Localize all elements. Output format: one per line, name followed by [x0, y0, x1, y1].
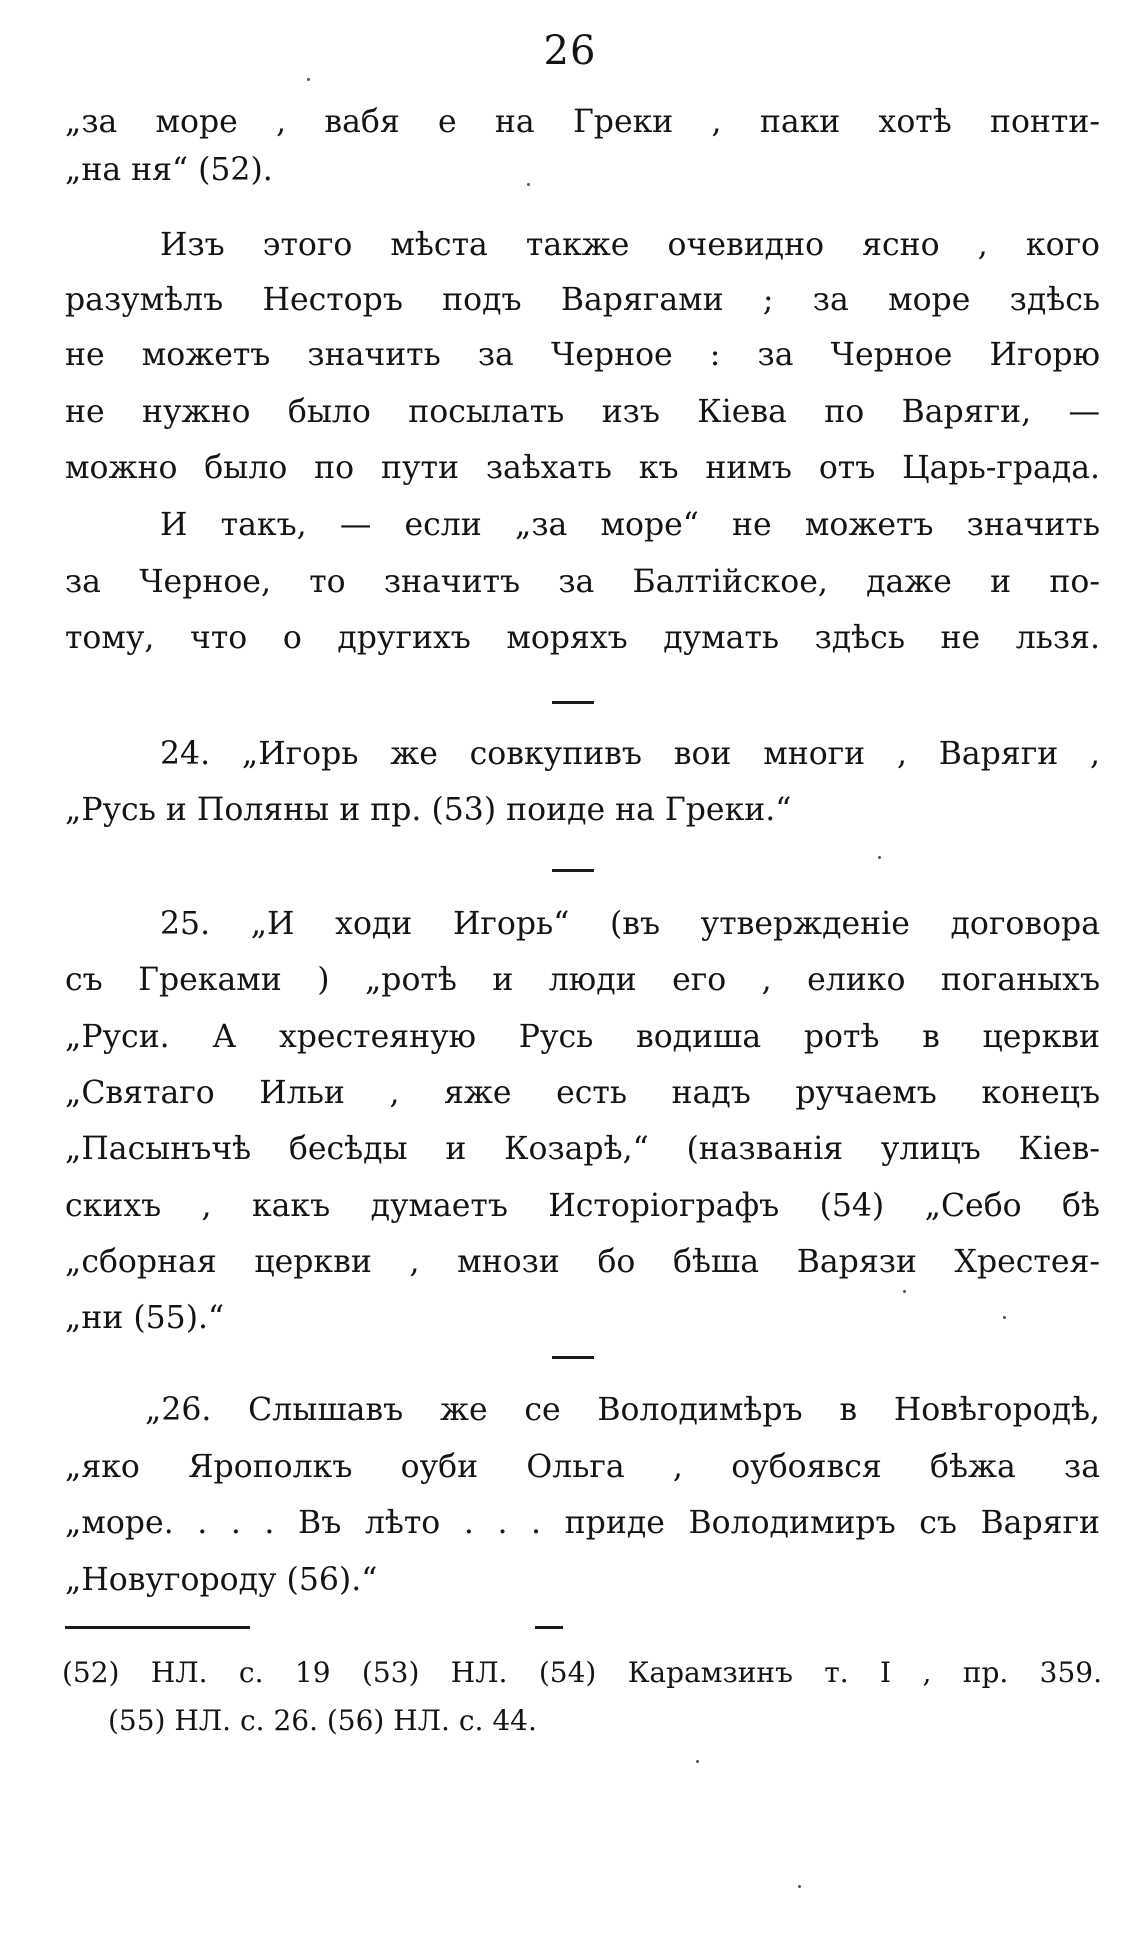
section-divider	[552, 1356, 594, 1359]
ink-speck	[903, 1290, 906, 1293]
text-line: съ Греками ) „ротѣ и люди его , елико поганыхъ	[65, 962, 1100, 998]
section-divider	[535, 1626, 563, 1629]
text-line: 25. „И ходи Игорь“ (въ утвержденіе договора	[160, 906, 1100, 942]
ink-speck	[307, 78, 310, 81]
text-line: „Русь и Поляны и пр. (53) поиде на Греки.“	[65, 792, 792, 828]
ink-speck	[527, 183, 530, 186]
text-line: можно было по пути заѣхать къ нимъ отъ Царь-града.	[65, 450, 1100, 486]
text-line: тому, что о другихъ моряхъ думать здѣсь не льзя.	[65, 620, 1100, 656]
text-line: не нужно было посылать изъ Кіева по Варяги, —	[65, 394, 1100, 430]
ink-speck	[1003, 1316, 1006, 1319]
text-line: 24. „Игорь же совкупивъ вои многи , Варяги ,	[160, 736, 1100, 772]
page-number: 26	[543, 28, 597, 74]
text-line: скихъ , какъ думаетъ Исторіографъ (54) „Себо бѣ	[65, 1188, 1100, 1224]
footnote-rule	[65, 1626, 250, 1629]
section-divider	[552, 701, 594, 704]
text-line: И такъ, — если „за море“ не можетъ значить	[160, 507, 1100, 543]
ink-speck	[798, 1885, 801, 1888]
text-line: „сборная церкви , мнози бо бѣша Варязи Хрестея-	[65, 1244, 1100, 1280]
footnote-line: (52) НЛ. с. 19 (53) НЛ. (54) Карамзинъ т. I , пр. 359.	[62, 1656, 1102, 1689]
text-line: разумѣлъ Несторъ подъ Варягами ; за море здѣсь	[65, 282, 1100, 318]
text-line: „за море , вабя е на Греки , паки хотѣ понти-	[65, 104, 1100, 140]
footnote-line: (55) НЛ. с. 26. (56) НЛ. с. 44.	[108, 1704, 537, 1737]
text-line: „Пасынъчѣ бесѣды и Козарѣ,“ (названія улицъ Кіев-	[65, 1131, 1100, 1167]
text-line: не можетъ значить за Черное : за Черное Игорю	[65, 337, 1100, 373]
ink-speck	[878, 856, 881, 859]
text-line: „26. Слышавъ же се Володимѣръ в Новѣгородѣ,	[145, 1392, 1100, 1428]
text-line: „море. . . . Въ лѣто . . . приде Володимиръ съ Варяги	[65, 1505, 1100, 1541]
text-line: „Святаго Ильи , яже есть надъ ручаемъ конецъ	[65, 1075, 1100, 1111]
section-divider	[552, 869, 594, 872]
ink-speck	[696, 1760, 699, 1763]
text-line: „на ня“ (52).	[65, 152, 273, 188]
text-line: „Руси. А хрестеяную Русь водиша ротѣ в церкви	[65, 1019, 1100, 1055]
text-line: „Новугороду (56).“	[65, 1562, 378, 1598]
text-line: „яко Ярополкъ оуби Ольга , оубоявся бѣжа за	[65, 1449, 1100, 1485]
text-line: Изъ этого мѣста также очевидно ясно , кого	[160, 227, 1100, 263]
text-line: за Черное, то значитъ за Балтійское, даже и по-	[65, 564, 1100, 600]
text-line: „ни (55).“	[65, 1300, 225, 1336]
